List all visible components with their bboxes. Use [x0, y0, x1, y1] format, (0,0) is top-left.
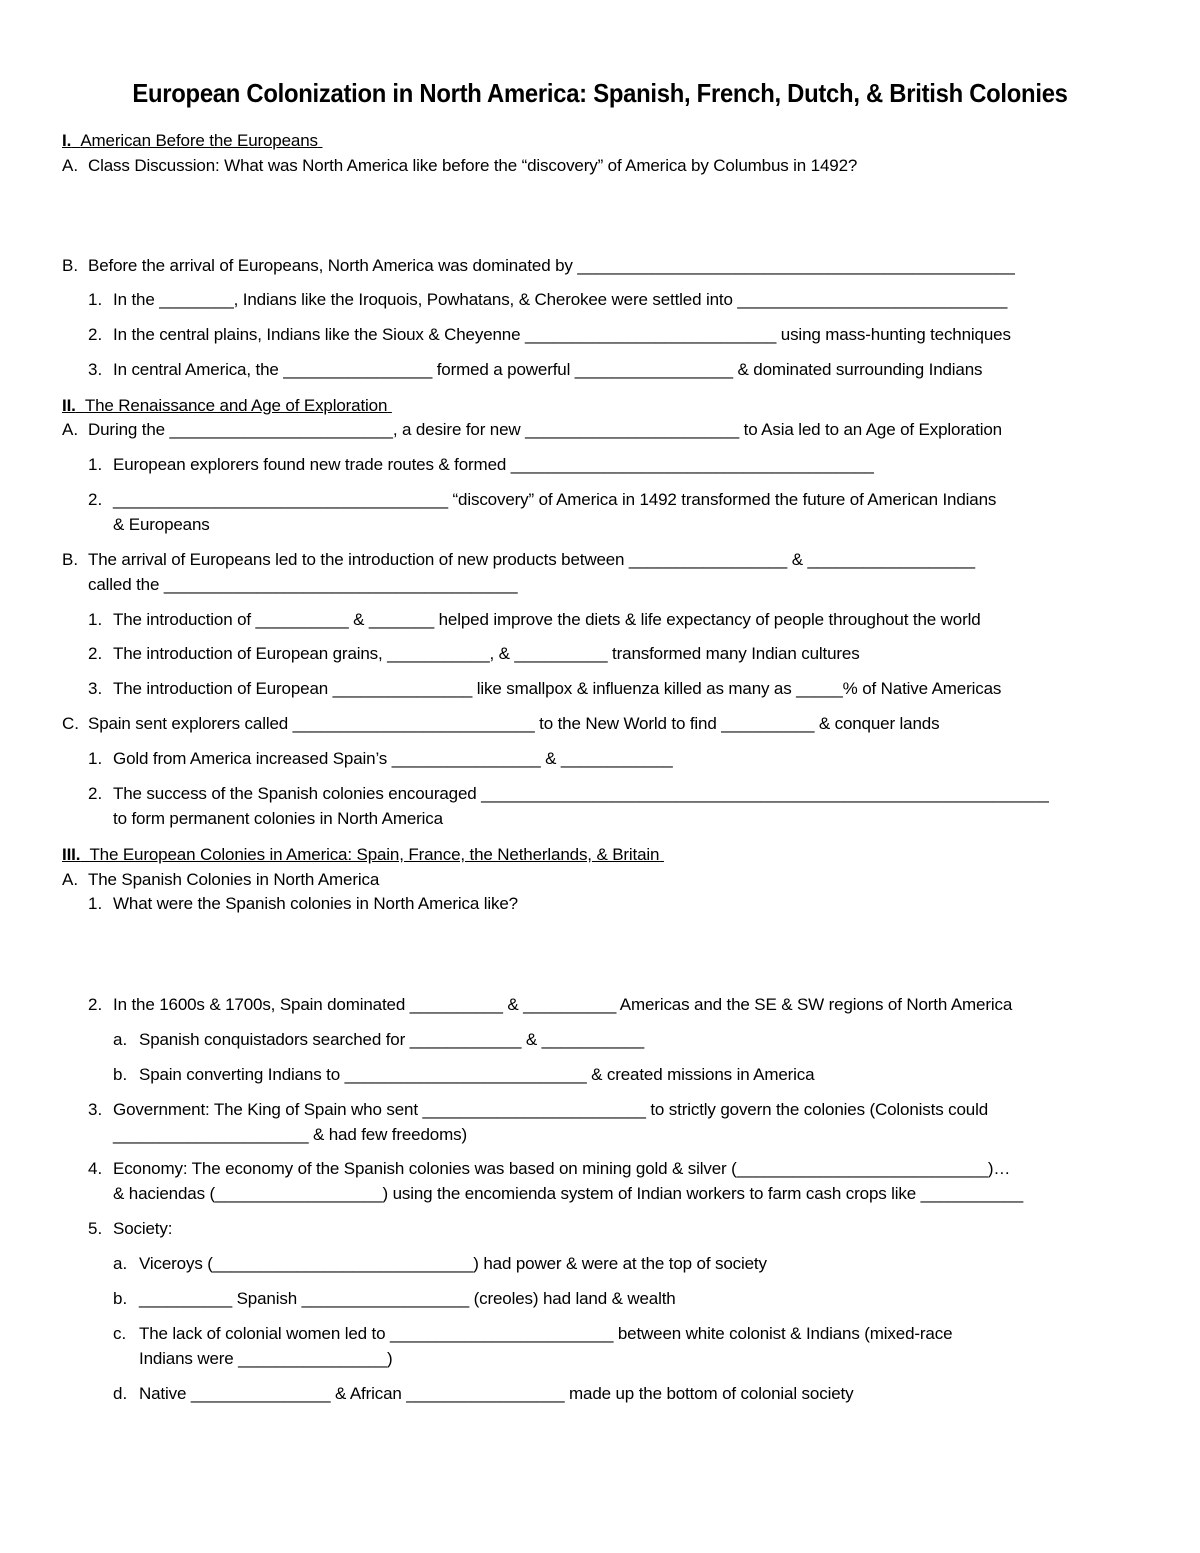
- s3-a4-continuation: & haciendas (__________________) using the encomienda system of Indian workers to farm cash crops like ___________: [113, 1184, 1023, 1203]
- s3-a4-text: Economy: The economy of the Spanish colonies was based on mining gold & silver (___________________________)…: [113, 1159, 1011, 1178]
- section-3-title: The European Colonies in America: Spain, France, the Netherlands, & Britain: [89, 845, 660, 864]
- s2-a1-text: European explorers found new trade routes & formed _______________________________________: [113, 455, 874, 474]
- page-title: European Colonization in North America: Spanish, French, Dutch, & British Colonies: [132, 78, 1068, 108]
- s2-c1-text: Gold from America increased Spain’s ________________ & ____________: [113, 749, 673, 768]
- item-label: 2.: [88, 325, 103, 344]
- s1-a-text: Class Discussion: What was North America like before the “discovery” of America by Columbus in 1492?: [88, 156, 858, 175]
- item-label: b.: [113, 1289, 128, 1308]
- item-label: B.: [62, 256, 79, 275]
- s3-a1-text: What were the Spanish colonies in North America like?: [113, 894, 518, 913]
- section-2-title: The Renaissance and Age of Exploration: [84, 396, 388, 415]
- s3-a5c-continuation: Indians were ________________): [139, 1349, 393, 1368]
- s2-a2-continuation: & Europeans: [113, 515, 210, 534]
- item-label: 2.: [88, 995, 103, 1014]
- s2-c2-text: The success of the Spanish colonies encouraged _____________________________________________________________: [113, 784, 1049, 803]
- item-label: 3.: [88, 679, 103, 698]
- s3-a2b-text: Spain converting Indians to __________________________ & created missions in America: [139, 1065, 815, 1084]
- s3-a5a-text: Viceroys (____________________________) had power & were at the top of society: [139, 1254, 767, 1273]
- item-label: 1.: [88, 455, 103, 474]
- s2-a2-text: ____________________________________ “discovery” of America in 1492 transformed the future of American Indians: [113, 490, 997, 509]
- item-label: 2.: [88, 490, 103, 509]
- item-label: 1.: [88, 749, 103, 768]
- section-1-heading: [62, 130, 322, 152]
- s2-b-text: The arrival of Europeans led to the introduction of new products between _________________ & __________________: [88, 550, 975, 569]
- item-label: A.: [62, 156, 79, 175]
- section-3-heading: [62, 844, 664, 866]
- item-label: a.: [113, 1030, 128, 1049]
- section-1-title: American Before the Europeans: [80, 131, 318, 150]
- s2-c-text: Spain sent explorers called __________________________ to the New World to find __________ & conquer lands: [88, 714, 940, 733]
- s3-a5d-text: Native _______________ & African _________________ made up the bottom of colonial society: [139, 1384, 854, 1403]
- item-label: c.: [113, 1324, 127, 1343]
- item-label: C.: [62, 714, 79, 733]
- item-label: B.: [62, 550, 79, 569]
- s3-a5b-text: __________ Spanish __________________ (creoles) had land & wealth: [139, 1289, 676, 1308]
- s2-b3-text: The introduction of European _______________ like smallpox & influenza killed as many as _____% of Native Americas: [113, 679, 1002, 698]
- item-label: A.: [62, 420, 79, 439]
- s3-a3-continuation: _____________________ & had few freedoms): [113, 1125, 467, 1144]
- s3-a3-text: Government: The King of Spain who sent ________________________ to strictly govern the colonies (Colonists could: [113, 1100, 989, 1119]
- item-label: 5.: [88, 1219, 103, 1238]
- item-label: 1.: [88, 894, 103, 913]
- s3-a-text: The Spanish Colonies in North America: [88, 870, 380, 889]
- item-label: A.: [62, 870, 79, 889]
- item-label: 1.: [88, 610, 103, 629]
- s1-b-text: Before the arrival of Europeans, North America was dominated by _______________________________________________: [88, 256, 1015, 275]
- section-3-number: III.: [62, 845, 81, 864]
- section-2-heading: [62, 395, 392, 417]
- s2-b1-text: The introduction of __________ & _______ helped improve the diets & life expectancy of people throughout the world: [113, 610, 981, 629]
- s2-b2-text: The introduction of European grains, ___________, & __________ transformed many Indian cultures: [113, 644, 860, 663]
- section-2-number: II.: [62, 396, 76, 415]
- item-label: 1.: [88, 290, 103, 309]
- item-label: 2.: [88, 784, 103, 803]
- item-label: 3.: [88, 360, 103, 379]
- item-label: 2.: [88, 644, 103, 663]
- item-label: a.: [113, 1254, 128, 1273]
- s2-c2-continuation: to form permanent colonies in North America: [113, 809, 443, 828]
- s2-b-continuation: called the ______________________________________: [88, 575, 518, 594]
- item-label: d.: [113, 1384, 128, 1403]
- item-label: 3.: [88, 1100, 103, 1119]
- s1-b2-text: In the central plains, Indians like the Sioux & Cheyenne ___________________________ using mass-hunting techniques: [113, 325, 1011, 344]
- s1-b1-text: In the ________, Indians like the Iroquois, Powhatans, & Cherokee were settled into _____________________________: [113, 290, 1008, 309]
- s3-a2-text: In the 1600s & 1700s, Spain dominated __________ & __________ Americas and the SE & SW regions of North America: [113, 995, 1013, 1014]
- item-label: b.: [113, 1065, 128, 1084]
- s2-a-text: During the ________________________, a desire for new _______________________ to Asia led to an Age of Exploration: [88, 420, 1002, 439]
- s3-a2a-text: Spanish conquistadors searched for ____________ & ___________: [139, 1030, 645, 1049]
- item-label: 4.: [88, 1159, 103, 1178]
- section-1-number: I.: [62, 131, 72, 150]
- s1-b3-text: In central America, the ________________ formed a powerful _________________ & dominated surrounding Indians: [113, 360, 983, 379]
- s3-a5c-text: The lack of colonial women led to ________________________ between white colonist & Indians (mixed-race: [139, 1324, 953, 1343]
- s3-a5-text: Society:: [113, 1219, 173, 1238]
